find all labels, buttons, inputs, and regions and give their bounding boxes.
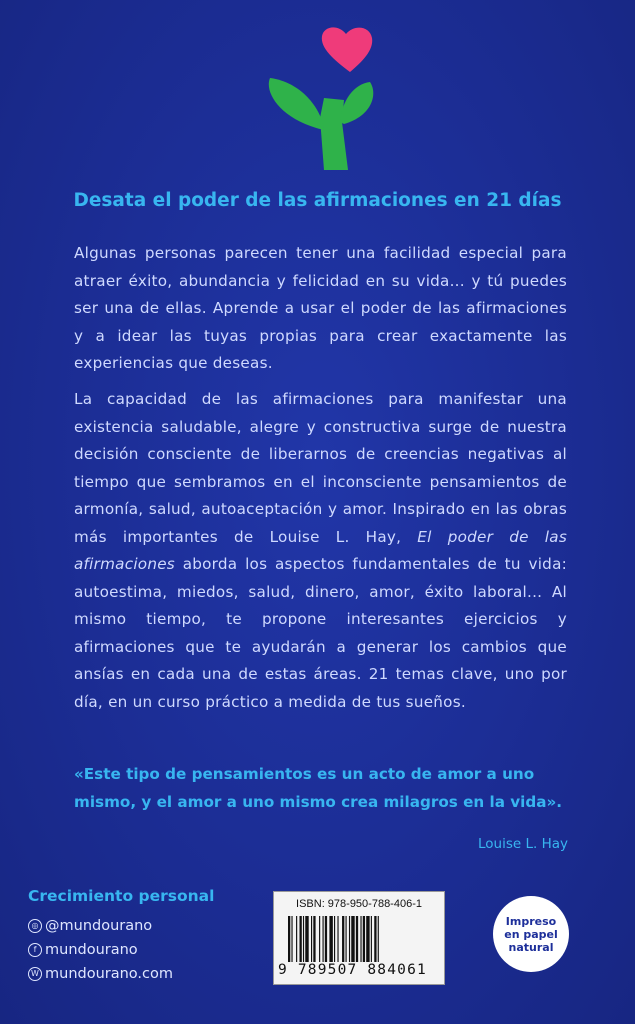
barcode-bar [378,916,379,962]
category-label: Crecimiento personal [28,887,215,905]
barcode-bar [329,916,332,962]
paragraph-2-text-end: aborda los aspectos fundamentales de tu vida: autoestima, miedos, salud, dinero, amor, éxito laboral... Al mismo tiempo, te propone interesantes ejercicios y afirmaciones que te ayudarán a generar los cambios que ansías en cada una de estas áreas. 21 temas clave, uno por día, en un curso práctico a medida de tus sueños. [74,555,567,711]
instagram-link[interactable] [28,918,152,934]
barcode-bar [311,916,312,962]
headline: Desata el poder de las afirmaciones en 21 días [73,190,562,211]
facebook-icon: f [28,943,42,957]
barcode-bar [288,916,290,962]
web-icon: W [28,967,42,981]
instagram-icon: ◎ [28,919,42,933]
barcode-bar [303,916,304,962]
barcode-bar [319,916,320,962]
leaf-right [340,82,373,124]
barcode-bar [296,916,297,962]
book-title: El poder de las afirmaciones [74,527,567,573]
quote-author: Louise L. Hay [478,836,568,852]
barcode-bar [300,916,302,962]
barcode-number: 9 789507 884061 [278,962,427,978]
barcode-bars [288,916,432,964]
badge-line-1: Impreso [505,914,557,928]
pull-quote: «Este tipo de pensamientos es un acto de amor a uno mismo, y el amor a uno mismo crea milagros en la vida». [74,765,563,811]
barcode-bar [351,916,354,962]
barcode-bar [323,916,324,962]
barcode-bar [374,916,376,962]
badge-line-3: natural [508,940,554,954]
description-paragraph-1: Algunas personas parecen tener una facilidad especial para atraer éxito, abundancia y felicidad en su vida... y tú puedes ser una de ellas. Aprende a usar el poder de las afirmaciones y a idear las tuyas propias para crear exactamente las experiencias que deseas. [74,244,567,372]
paragraph-2-text-start: La capacidad de las afirmaciones para manifestar una existencia saludable, alegre y constructiva surge de nuestra decisión consciente de liberarnos de creencias negativas al tiempo que sembramos en el inconsciente pensamientos de armonía, salud, autoaceptación y amor. Inspirado en las obras más importantes de Louise L. Hay, [74,390,567,546]
instagram-handle: @mundourano [45,918,153,934]
leaf-left [269,78,324,130]
barcode-bar [360,916,361,962]
barcode-bar [337,916,338,962]
barcode-bar [363,916,365,962]
flower-heart-logo [262,20,382,175]
website-url: mundourano.com [45,966,174,982]
barcode-bar [313,916,315,962]
barcode-bar [366,916,369,962]
barcode-bar [334,916,335,962]
barcode-bar [291,916,292,962]
badge-line-2: en papel [504,927,558,941]
facebook-handle: mundourano [45,942,138,958]
barcode-bar [325,916,327,962]
website-link[interactable] [28,966,173,982]
barcode-bar [346,916,347,962]
barcode-bar [342,916,344,962]
barcode-bar [371,916,372,962]
paper-badge [493,896,569,972]
description-paragraph-2 [74,386,567,716]
heart-icon [322,27,372,72]
barcode-bar [305,916,308,962]
isbn-barcode [273,891,445,985]
barcode-bar [349,916,350,962]
barcode-bar [356,916,358,962]
isbn-label: ISBN: 978-950-788-406-1 [296,898,422,910]
facebook-link[interactable] [28,942,138,958]
